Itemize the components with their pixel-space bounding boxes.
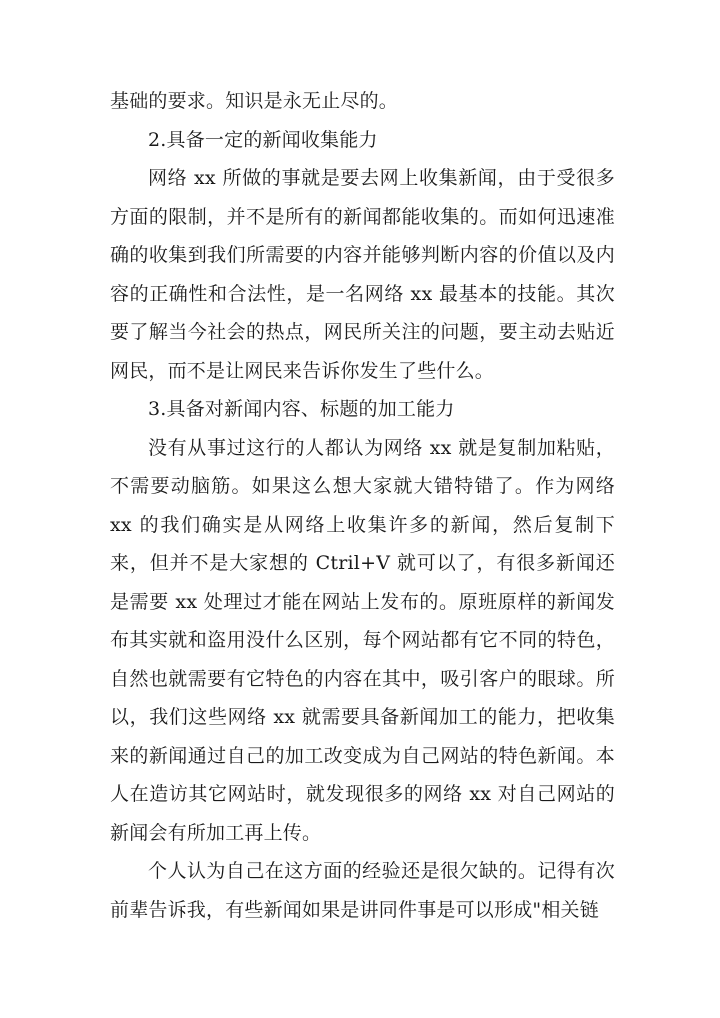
document-body (110, 82, 615, 929)
paragraph-news-collection: 网络 xx 所做的事就是要去网上收集新闻，由于受很多方面的限制，并不是所有的新闻都能收集的。而如何迅速准确的收集到我们所需要的内容并能够判断内容的价值以及内容的正确性和合法性，是一名网络 xx 最基本的技能。其次要了解当今社会的热点，网民所关注的问题，要主动去贴近网民，而不是让网民来告诉你发生了些什么。 (110, 167, 615, 382)
paragraph-news-editing: 没有从事过这行的人都认为网络 xx 就是复制加粘贴，不需要动脑筋。如果这么想大家就大错特错了。作为网络 xx 的我们确实是从网络上收集许多的新闻，然后复制下来，但并不是大家想的 Ctril+V 就可以了，有很多新闻还是需要 xx 处理过才能在网站上发布的。原班原样的新闻发布其实就和盗用没什么区别，每个网站都有它不同的特色，自然也就需要有它特色的内容在其中，吸引客户的眼球。所以，我们这些网络 xx 就需要具备新闻加工的能力，把收集来的新闻通过自己的加工改变成为自己网站的特色新闻。本人在造访其它网站时，就发现很多的网络 xx 对自己网站的新闻会有所加工再上传。 (110, 436, 615, 844)
paragraph-intro-tail: 基础的要求。知识是永无止尽的。 (110, 90, 399, 112)
paragraph-personal-experience: 个人认为自己在这方面的经验还是很欠缺的。记得有次前辈告诉我，有些新闻如果是讲同件事是可以形成"相关链 (110, 860, 615, 921)
section-heading-news-editing: 3.具备对新闻内容、标题的加工能力 (148, 398, 455, 420)
section-heading-news-collection: 2.具备一定的新闻收集能力 (148, 128, 378, 151)
